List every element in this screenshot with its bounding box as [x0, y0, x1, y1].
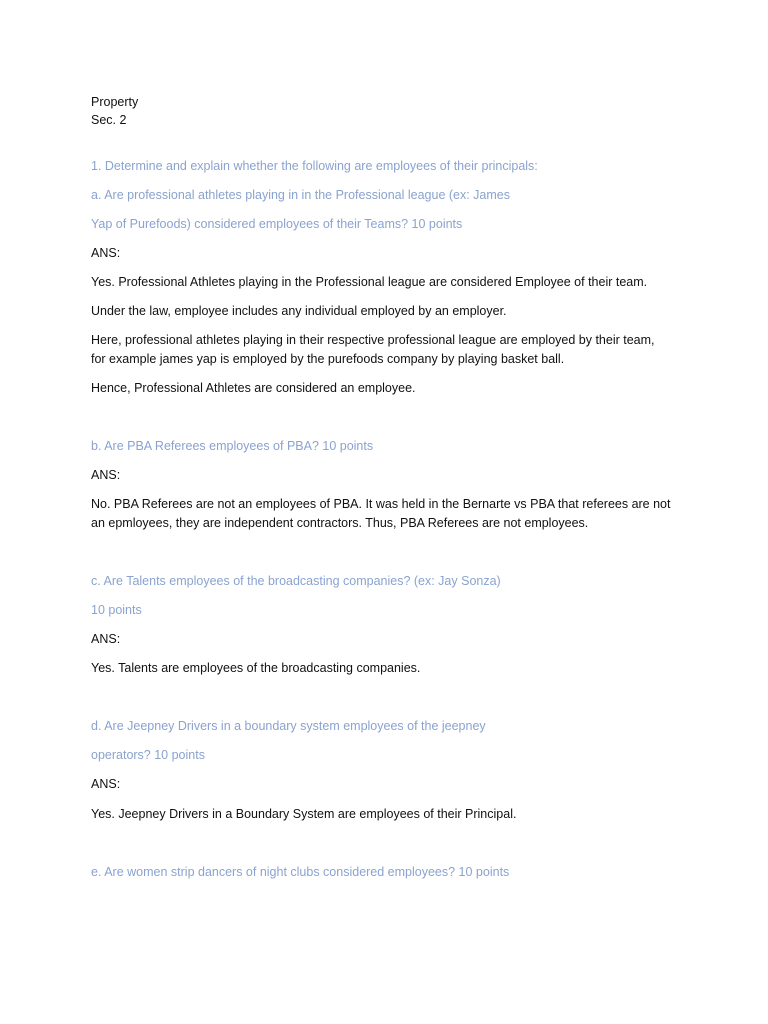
answer-c-label: ANS: — [91, 632, 121, 646]
question-b-line-1: b. Are PBA Referees employees of PBA? 10 points — [91, 439, 374, 453]
answer-a-line-2: Under the law, employee includes any individual employed by an employer. — [91, 304, 507, 318]
answer-b-line-2: an epmloyees, they are independent contractors. Thus, PBA Referees are not employees. — [91, 516, 589, 530]
answer-b-label: ANS: — [91, 468, 121, 482]
question-a-line-2: Yap of Purefoods) considered employees of their Teams? 10 points — [91, 217, 463, 231]
question-e-line-1: e. Are women strip dancers of night clubs considered employees? 10 points — [91, 865, 510, 879]
question-c-line-1: c. Are Talents employees of the broadcasting companies? (ex: Jay Sonza) — [91, 574, 501, 588]
answer-c-line-1: Yes. Talents are employees of the broadcasting companies. — [91, 661, 421, 675]
answer-a-line-1: Yes. Professional Athletes playing in the Professional league are considered Employee of their team. — [91, 275, 648, 289]
answer-a-line-4: for example james yap is employed by the purefoods company by playing basket ball. — [91, 352, 565, 366]
question-a-line-1: a. Are professional athletes playing in in the Professional league (ex: James — [91, 188, 510, 202]
instructions: 1. Determine and explain whether the following are employees of their principals: — [91, 159, 538, 173]
question-c-line-2: 10 points — [91, 603, 142, 617]
question-d-line-1: d. Are Jeepney Drivers in a boundary system employees of the jeepney — [91, 719, 486, 733]
course-title: Property — [91, 95, 139, 109]
answer-a-label: ANS: — [91, 246, 121, 260]
answer-d-line-1: Yes. Jeepney Drivers in a Boundary System are employees of their Principal. — [91, 807, 517, 821]
question-d-line-2: operators? 10 points — [91, 748, 205, 762]
answer-b-line-1: No. PBA Referees are not an employees of PBA. It was held in the Bernarte vs PBA that referees are not — [91, 497, 671, 511]
answer-d-label: ANS: — [91, 777, 121, 791]
answer-a-line-3: Here, professional athletes playing in their respective professional league are employed by their team, — [91, 333, 655, 347]
answer-a-line-5: Hence, Professional Athletes are considered an employee. — [91, 381, 416, 395]
section-label: Sec. 2 — [91, 113, 127, 127]
